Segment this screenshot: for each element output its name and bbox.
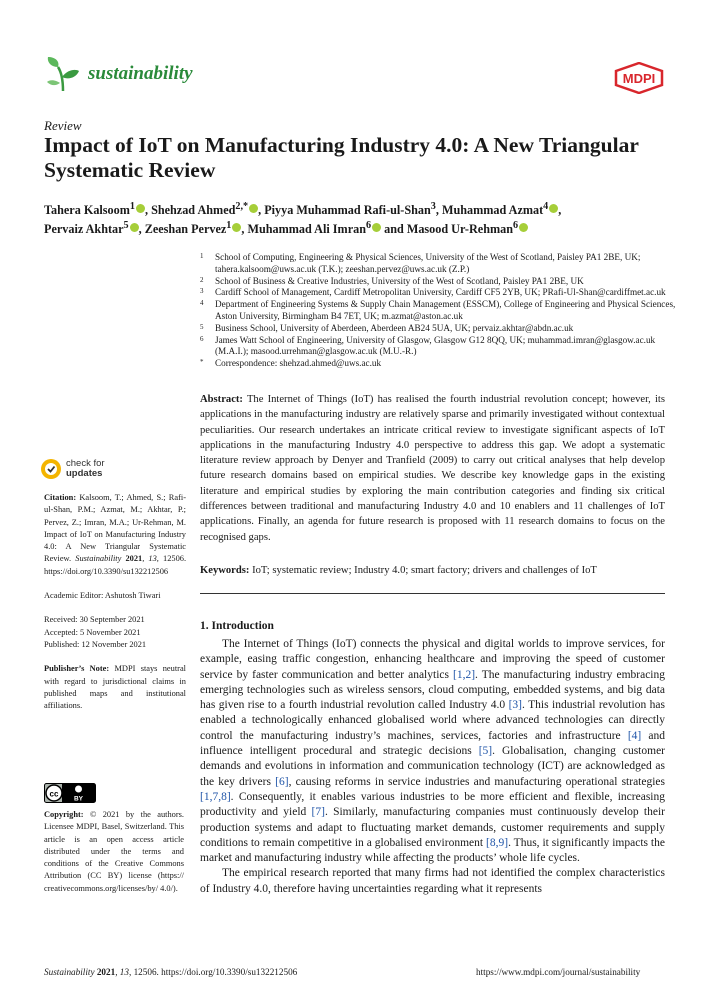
article-type: Review <box>44 118 82 133</box>
footer-citation: Sustainability 2021, 13, 12506. https://doi.org/10.3390/su132212506 <box>44 967 298 977</box>
author-affiliation-sup: 1 <box>226 220 232 232</box>
affiliation-item: 1 School of Computing, Engineering & Physical Sciences, University of the West of Scotland, Paisley PA1 2BE, UK; tahera.kalsoom@uws.ac.uk (T.K.); zeeshan.pervez@uws.ac.uk (Z.P.) <box>200 252 641 274</box>
correspondence-item: * Correspondence: shehzad.ahmed@uws.ac.uk <box>200 358 382 369</box>
author-name: Piyya Muhammad Rafi-ul-Shan <box>264 203 431 218</box>
mdpi-logo-text: MDPI <box>622 71 656 86</box>
author-name: Zeeshan Pervez <box>144 222 227 237</box>
published-date: Published: 12 November 2021 <box>44 639 147 649</box>
citation-block: Citation: Kalsoom, T.; Ahmed, S.; Rafi-ul-Shan, P.M.; Azmat, M.; Akhtar, P.; Pervez, Z.; Imran, M.A.; Ur-Rehman, M. Impact of IoT on Manufacturing Industry 4.0: A New Triangular Systematic Review. Sustainability 2021, 13, 12506. https://doi.org/10.3390/su132212506 <box>44 493 187 576</box>
check-for-updates-button[interactable] <box>40 458 105 480</box>
keywords <box>200 563 665 578</box>
author-name: Tahera Kalsoom <box>44 203 130 218</box>
introduction-body <box>200 637 665 897</box>
citation-link[interactable]: [3] <box>508 699 522 712</box>
accepted-date: Accepted: 5 November 2021 <box>44 627 141 637</box>
citation-link[interactable]: [7] <box>311 806 325 819</box>
journal-name[interactable]: sustainability <box>88 63 193 84</box>
copyright-notice: Copyright: © 2021 by the authors. Licensee MDPI, Basel, Switzerland. This article is an open access article distributed under the terms and conditions of the Creative Commons Attribution (CC BY) license (https:// creativecommons.org/licenses/by/ 4.0/). <box>44 810 185 893</box>
academic-editor: Academic Editor: Ashutosh Tiwari <box>44 591 161 601</box>
citation-link[interactable]: [1,7,8] <box>200 790 231 803</box>
author-name: Masood Ur-Rehman <box>406 222 513 237</box>
affiliation-item: 2 School of Business & Creative Industries, University of the West of Scotland, Paisley PA1 2BE, UK <box>200 275 584 286</box>
abstract-text: The Internet of Things (IoT) has realised the fourth industrial revolution concept; however, its applications in the manufacturing industry are relatively sparse and primarily investigated without contextual peculiarities. Our research undertakes an intricate critical review to investigate significant aspects of IoT applications in the manufacturing Industry 4.0 perspective to address this gap. We adopt a systematic literature review approach by Denyer and Tranfield (2009) to carry out critical analyses that help develop future research domains based on empirical studies. We describe key knowledge gaps in the existing literature and empirical studies by exploring the main contribution categories and finding six critical differences between traditional and manufacturing Industry 4.0 and 10 enablers and 11 challenges of IoT applications. Finally, an agenda for future research is proposed with 11 research domains to focus on the recognised gaps. <box>200 394 665 543</box>
received-date: Received: 30 September 2021 <box>44 615 145 625</box>
keywords-text: IoT; systematic review; Industry 4.0; smart factory; drivers and challenges of IoT <box>252 565 597 576</box>
author-affiliation-sup: 6 <box>365 220 372 232</box>
journal-logo-icon <box>44 55 82 98</box>
author-affiliation-sup: 3 <box>430 201 436 212</box>
orcid-icon[interactable] <box>130 223 139 232</box>
citation-link[interactable]: [6] <box>275 775 289 788</box>
keywords-label: Keywords: <box>200 565 250 576</box>
check-for-updates-icon <box>40 458 62 480</box>
svg-text:cc: cc <box>49 789 59 799</box>
author-name: Pervaiz Akhtar <box>44 222 124 237</box>
orcid-icon[interactable] <box>136 204 145 213</box>
sidebar <box>44 492 186 724</box>
author-affiliation-sup: 2,* <box>235 201 249 212</box>
affiliation-item: 6 James Watt School of Engineering, University of Glasgow, Glasgow G12 8QQ, UK; muhammad.imran@glasgow.ac.uk (M.A.I.); masood.urrehman@glasgow.ac.uk (M.U.-R.) <box>200 334 656 357</box>
orcid-icon[interactable] <box>519 223 528 232</box>
paragraph: The Internet of Things (IoT) connects the physical and digital worlds to improve services, for example, easing traffic congestion, enhancing healthcare and improving the speed of customer service by faster communication and better analytics [1,2]. The manufacturing industry embracing emerging technologies such as wireless sensors, cloud computing, embedded systems, and big data has given rise to a fourth industrial revolution called Industry 4.0 [3]. This industrial revolution has enabled a technologically enhanced globalised world where advanced technologies can directly control the manufacturing industry’s machines, services, factories and infrastructure [4] and influence intelligent procedural and strategic decisions [5]. Globalisation, changing customer demands and evolutions in information and communication technology (ICT) are acknowledged as the key drivers [6], causing reforms in service industries and manufacturing operational strategies [1,7,8]. Consequently, it enables various industries to be more efficient and flexible, increasing productivity and yield [7]. Similarly, manufacturing companies must continuously develop their production systems and adapt to fluctuating market demands, customer requirements and supply conditions to remain competitive in a globalised environment [8,9]. Thus, it significantly impacts the market and manufacturing industry while affecting the products’ whole life cycles. <box>200 638 666 865</box>
check-for-updates-line1: check for <box>66 458 105 469</box>
orcid-icon[interactable] <box>372 223 381 232</box>
paragraph: The empirical research reported that many firms had not identified the complex characteristics of Industry 4.0, therefore having uncertainties regarding what it represents <box>200 867 665 895</box>
author-name: Muhammad Ali Imran <box>247 222 366 237</box>
orcid-icon[interactable] <box>249 204 258 213</box>
author-affiliation-sup: 6 <box>513 220 519 232</box>
author-name: Muhammad Azmat <box>441 203 544 218</box>
publisher-note: Publisher’s Note: MDPI stays neutral with regard to jurisdictional claims in published maps and institutional affiliations. <box>44 664 186 711</box>
author-list: Tahera Kalsoom$^1$ , Shehzad Ahmed$^{2,*}$ , Piyya Muhammad Rafi-ul-Shan$^3$, Muhammad Azmat$^4$ , Pervaiz Akhtar$^5$ , Zeeshan Pervez$^1$ , Muhammad Ali Imran$^6$ and Masood Ur-Rehman$^6$ <box>44 201 562 237</box>
author-name: Shehzad Ahmed <box>151 203 236 218</box>
citation-link[interactable]: [8,9] <box>486 836 509 849</box>
footer-doi-link[interactable]: , 12506. https://doi.org/10.3390/su132212506 <box>128 967 298 977</box>
footer-journal-url[interactable]: https://www.mdpi.com/journal/sustainability <box>476 967 641 977</box>
cc-license-label: BY <box>73 795 84 803</box>
orcid-icon[interactable] <box>549 204 558 213</box>
citation-link[interactable]: [4] <box>627 729 642 742</box>
citation-doi-link[interactable]: , 12506. https://doi.org/10.3390/su132212506 <box>44 554 187 576</box>
citation-link[interactable]: [5] <box>478 745 493 758</box>
citation-link[interactable]: [1,2] <box>453 668 476 681</box>
affiliation-item: 5 Business School, University of Aberdeen, Aberdeen AB24 5UA, UK; pervaiz.akhtar@abdn.ac.uk <box>200 322 574 333</box>
check-for-updates-line2: updates <box>66 468 103 479</box>
section-divider <box>200 593 665 594</box>
abstract-label: Abstract: <box>200 394 243 405</box>
cc-by-license-icon[interactable] <box>44 783 96 808</box>
affiliation-item: 4 Department of Engineering Systems & Supply Chain Management (ESSCM), College of Engineering and Physical Sciences, Aston University, Birmingham B4 7ET, UK; m.azmat@aston.ac.uk <box>200 299 676 321</box>
page-title: Impact of IoT on Manufacturing Industry 4.0: A New Triangular Systematic Review <box>44 133 639 182</box>
author-affiliation-sup: 1 <box>129 201 135 212</box>
section-heading-introduction: 1. Introduction <box>200 620 274 632</box>
abstract <box>200 392 665 545</box>
mdpi-logo-icon[interactable] <box>613 62 665 99</box>
author-affiliation-sup: 4 <box>543 201 549 212</box>
affiliation-list <box>200 252 680 370</box>
affiliation-item: 3 Cardiff School of Management, Cardiff Metropolitan University, Cardiff CF5 2YB, UK; PRafi-Ul-Shan@cardiffmet.ac.uk <box>200 287 666 298</box>
author-affiliation-sup: 5 <box>123 220 129 232</box>
